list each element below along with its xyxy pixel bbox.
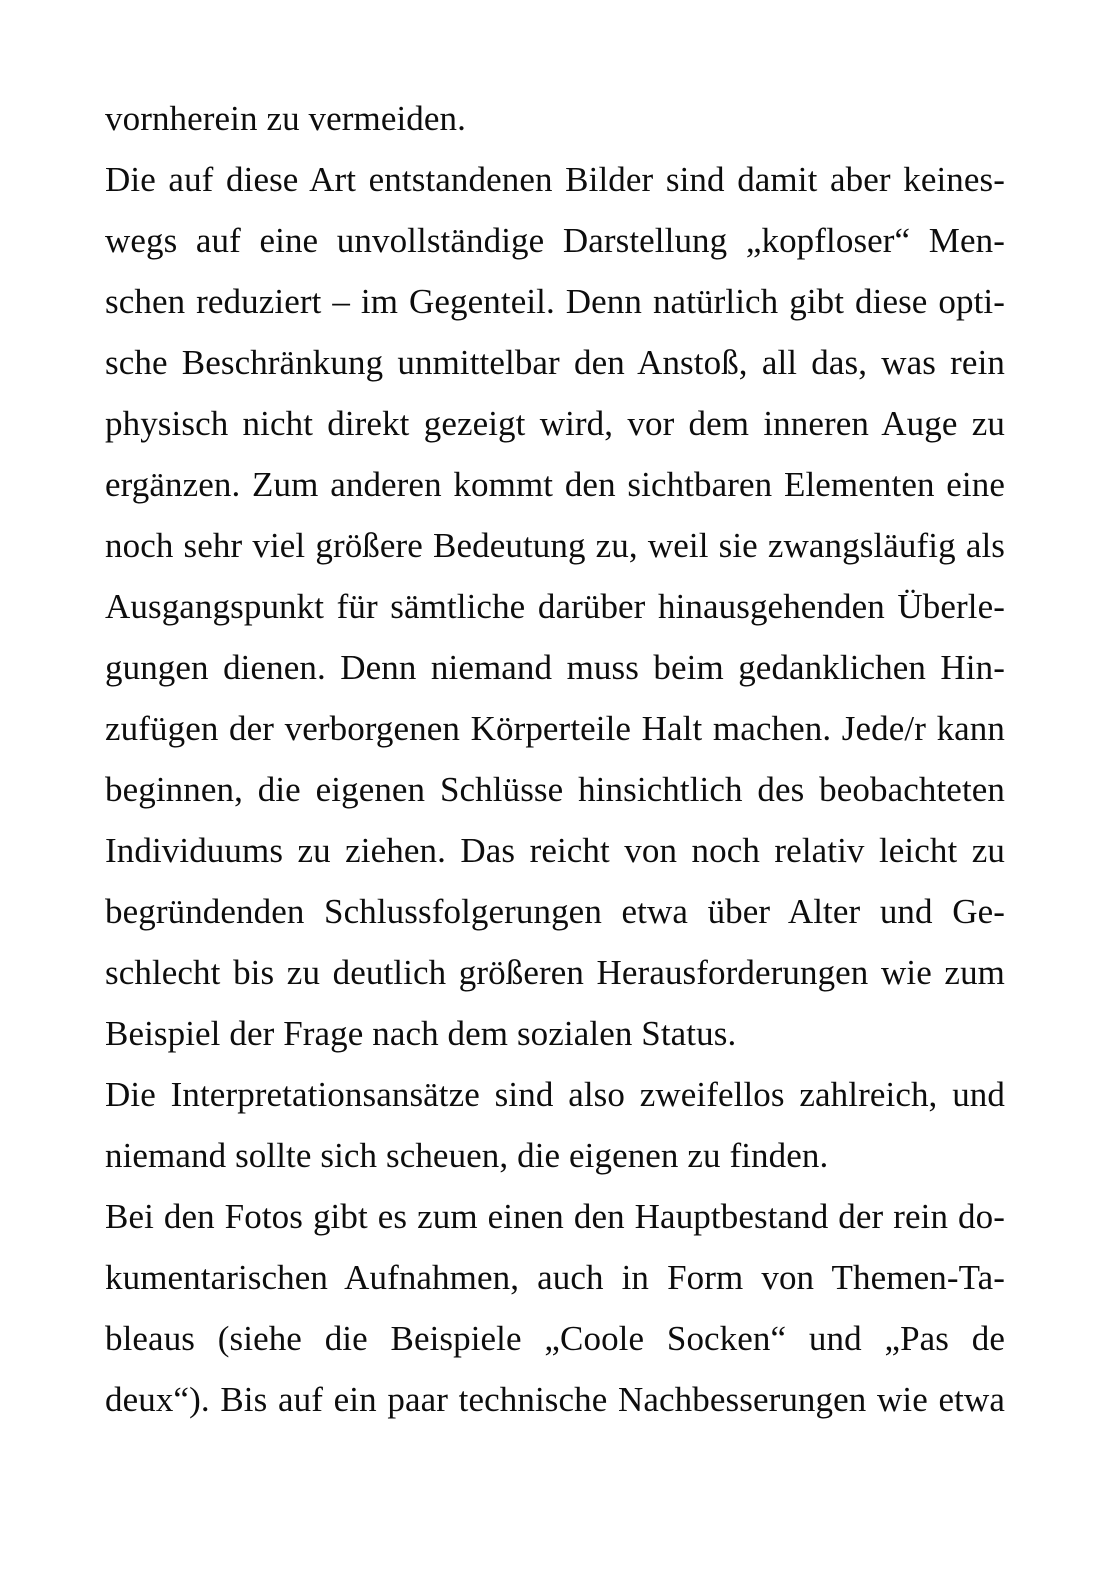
text-line: Bei den Fotos gibt es zum einen den Hauptbestand der rein do-: [105, 1197, 1005, 1236]
text-line: deux“). Bis auf ein paar technische Nachbesserungen wie etwa: [105, 1380, 1005, 1419]
text-line: bleaus (siehe die Beispiele „Coole Socken“ und „Pas de: [105, 1319, 1005, 1358]
text-line: niemand sollte sich scheuen, die eigenen zu finden.: [105, 1136, 829, 1175]
text-line: ergänzen. Zum anderen kommt den sichtbaren Elementen eine: [105, 465, 1005, 504]
text-line: Ausgangspunkt für sämtliche darüber hinausgehenden Überle-: [105, 587, 1005, 626]
text-line: Die auf diese Art entstandenen Bilder sind damit aber keines-: [105, 160, 1005, 199]
text-line: vornherein zu vermeiden.: [105, 99, 466, 138]
text-line: sche Beschränkung unmittelbar den Anstoß, all das, was rein: [105, 343, 1005, 382]
text-line: Die Interpretationsansätze sind also zweifellos zahlreich, und: [105, 1075, 1005, 1114]
text-line: gungen dienen. Denn niemand muss beim gedanklichen Hin-: [105, 648, 1005, 687]
text-line: schen reduziert – im Gegenteil. Denn natürlich gibt diese opti-: [105, 282, 1005, 321]
text-line: begründenden Schlussfolgerungen etwa über Alter und Ge-: [105, 892, 1005, 931]
text-line: Beispiel der Frage nach dem sozialen Status.: [105, 1014, 737, 1053]
text-line: schlecht bis zu deutlich größeren Herausforderungen wie zum: [105, 953, 1005, 992]
text-line: physisch nicht direkt gezeigt wird, vor dem inneren Auge zu: [105, 404, 1005, 443]
text-line: Individuums zu ziehen. Das reicht von noch relativ leicht zu: [105, 831, 1005, 870]
text-line: kumentarischen Aufnahmen, auch in Form von Themen-Ta-: [105, 1258, 1005, 1297]
text-line: noch sehr viel größere Bedeutung zu, weil sie zwangsläufig als: [105, 526, 1005, 565]
text-line: wegs auf eine unvollständige Darstellung „kopfloser“ Men-: [105, 221, 1005, 260]
text-column: [105, 88, 1005, 1430]
text-line: zufügen der verborgenen Körperteile Halt machen. Jede/r kann: [105, 709, 1005, 748]
text-line: beginnen, die eigenen Schlüsse hinsichtlich des beobachteten: [105, 770, 1005, 809]
